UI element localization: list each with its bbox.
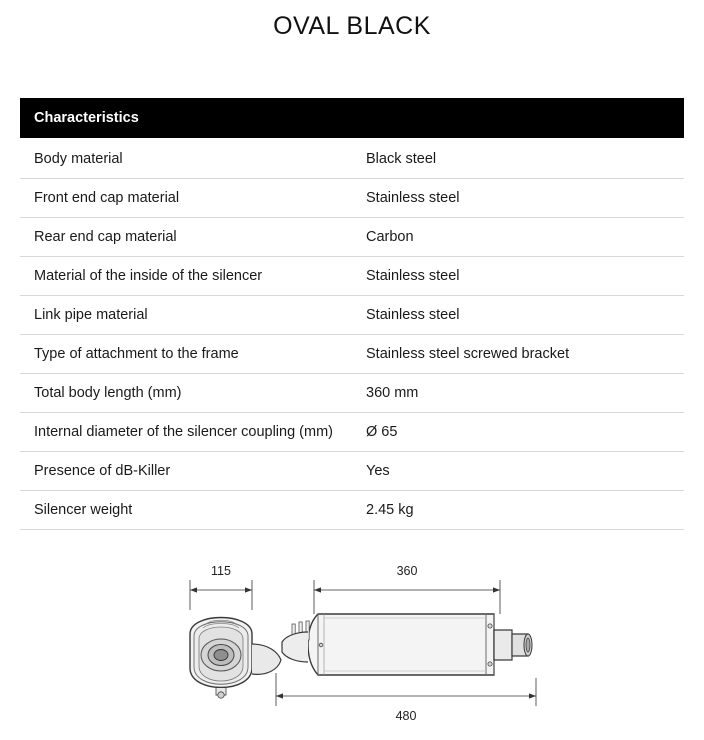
row-label: Internal diameter of the silencer coupling (mm) bbox=[20, 413, 352, 452]
row-label: Silencer weight bbox=[20, 491, 352, 530]
row-label: Front end cap material bbox=[20, 179, 352, 218]
silencer-side-view bbox=[282, 614, 532, 675]
table-header-characteristics: Characteristics bbox=[20, 98, 684, 138]
row-value: 360 mm bbox=[352, 374, 684, 413]
row-value: Stainless steel screwed bracket bbox=[352, 335, 684, 374]
row-value: Black steel bbox=[352, 138, 684, 179]
row-value: Carbon bbox=[352, 218, 684, 257]
front-view-dimension-group bbox=[190, 580, 252, 610]
body-length-dimension-group bbox=[314, 580, 500, 614]
table-row bbox=[20, 218, 684, 257]
row-label: Rear end cap material bbox=[20, 218, 352, 257]
table-row bbox=[20, 296, 684, 335]
dimension-360-label: 360 bbox=[396, 564, 418, 578]
overall-length-dimension-group bbox=[276, 673, 536, 706]
row-value: Stainless steel bbox=[352, 296, 684, 335]
table-row bbox=[20, 138, 684, 179]
technical-drawing bbox=[0, 548, 704, 740]
table-body bbox=[20, 138, 684, 530]
row-label: Body material bbox=[20, 138, 352, 179]
row-label: Type of attachment to the frame bbox=[20, 335, 352, 374]
dimension-115-label: 115 bbox=[211, 564, 231, 578]
row-value: Stainless steel bbox=[352, 179, 684, 218]
table-row bbox=[20, 452, 684, 491]
table-row bbox=[20, 179, 684, 218]
table-row bbox=[20, 335, 684, 374]
table-row bbox=[20, 374, 684, 413]
table-header-row bbox=[20, 98, 684, 138]
table-head bbox=[20, 98, 684, 138]
table-row bbox=[20, 491, 684, 530]
row-value: 2.45 kg bbox=[352, 491, 684, 530]
dimension-480-label: 480 bbox=[395, 709, 417, 723]
row-label: Material of the inside of the silencer bbox=[20, 257, 352, 296]
row-label: Link pipe material bbox=[20, 296, 352, 335]
row-label: Presence of dB-Killer bbox=[20, 452, 352, 491]
characteristics-table bbox=[20, 98, 684, 530]
row-value: Stainless steel bbox=[352, 257, 684, 296]
row-label: Total body length (mm) bbox=[20, 374, 352, 413]
table-row bbox=[20, 413, 684, 452]
page-title: OVAL BLACK bbox=[273, 12, 431, 40]
silencer-front-view bbox=[190, 618, 281, 699]
row-value: Yes bbox=[352, 452, 684, 491]
table-row bbox=[20, 257, 684, 296]
row-value: Ø 65 bbox=[352, 413, 684, 452]
